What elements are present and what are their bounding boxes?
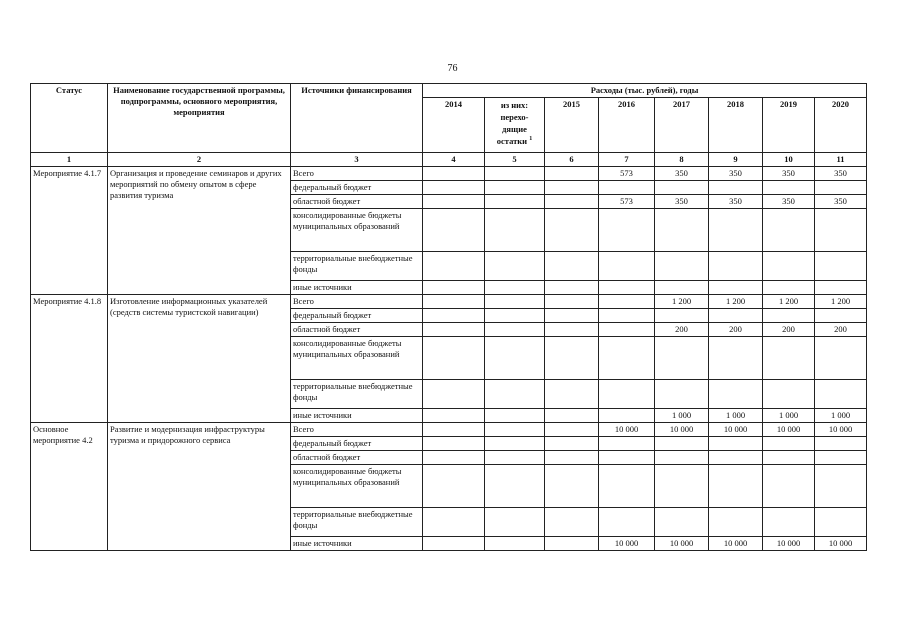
amount-2020	[815, 451, 867, 465]
funding-source: Всего	[291, 295, 423, 309]
amount-2016	[599, 437, 655, 451]
amount-2018	[709, 465, 763, 508]
row-status: Основное мероприятие 4.2	[31, 423, 108, 551]
header-year-2020: 2020	[815, 98, 867, 153]
amount-2016	[599, 465, 655, 508]
amount-_rem	[485, 537, 545, 551]
amount-2014	[423, 537, 485, 551]
header-carryover-line2: перехо-	[500, 112, 529, 122]
amount-2020	[815, 380, 867, 409]
amount-2018: 10 000	[709, 423, 763, 437]
header-carryover	[485, 98, 545, 153]
funding-source: федеральный бюджет	[291, 309, 423, 323]
table-row	[31, 167, 867, 181]
row-activity-name: Изготовление информационных указателей (средств системы туристской навигации)	[108, 295, 291, 423]
amount-2017	[655, 437, 709, 451]
amount-2016	[599, 380, 655, 409]
header-year-2017: 2017	[655, 98, 709, 153]
amount-_rem	[485, 437, 545, 451]
amount-2018: 10 000	[709, 537, 763, 551]
amount-2016	[599, 295, 655, 309]
funding-source: областной бюджет	[291, 323, 423, 337]
amount-2020	[815, 508, 867, 537]
header-year-2016: 2016	[599, 98, 655, 153]
col-number: 11	[815, 153, 867, 167]
amount-2018: 350	[709, 167, 763, 181]
amount-2018	[709, 209, 763, 252]
amount-2016: 10 000	[599, 423, 655, 437]
amount-2018: 200	[709, 323, 763, 337]
amount-2017	[655, 380, 709, 409]
amount-2017: 1 200	[655, 295, 709, 309]
amount-2019	[763, 451, 815, 465]
funding-source: консолидированные бюджеты муниципальных образований	[291, 465, 423, 508]
header-name: Наименование государственной программы, подпрограммы, основного мероприятия, мероприятия	[108, 84, 291, 153]
amount-2014	[423, 309, 485, 323]
amount-2020: 350	[815, 195, 867, 209]
amount-2020	[815, 437, 867, 451]
funding-source: федеральный бюджет	[291, 181, 423, 195]
amount-2014	[423, 380, 485, 409]
amount-2017: 1 000	[655, 409, 709, 423]
amount-2020: 200	[815, 323, 867, 337]
header-carryover-footnote: 1	[529, 136, 533, 143]
amount-2020	[815, 337, 867, 380]
header-carryover-line1: из них:	[500, 100, 529, 110]
amount-2014	[423, 508, 485, 537]
amount-2017	[655, 281, 709, 295]
amount-2015	[545, 437, 599, 451]
amount-2016	[599, 309, 655, 323]
amount-_rem	[485, 309, 545, 323]
amount-2016: 573	[599, 195, 655, 209]
amount-2014	[423, 209, 485, 252]
amount-2016: 573	[599, 167, 655, 181]
amount-2019	[763, 309, 815, 323]
amount-2017	[655, 465, 709, 508]
funding-source: областной бюджет	[291, 195, 423, 209]
amount-2015	[545, 537, 599, 551]
header-year-2014: 2014	[423, 98, 485, 153]
amount-2018	[709, 337, 763, 380]
funding-source: федеральный бюджет	[291, 437, 423, 451]
funding-source: территориальные внебюджетные фонды	[291, 252, 423, 281]
amount-2018	[709, 309, 763, 323]
amount-2017	[655, 451, 709, 465]
amount-2016	[599, 508, 655, 537]
amount-2019	[763, 380, 815, 409]
amount-2014	[423, 252, 485, 281]
amount-2019	[763, 337, 815, 380]
amount-2014	[423, 423, 485, 437]
amount-2014	[423, 281, 485, 295]
amount-2015	[545, 309, 599, 323]
header-status: Статус	[31, 84, 108, 153]
amount-2018	[709, 281, 763, 295]
amount-2016: 10 000	[599, 537, 655, 551]
amount-2017: 350	[655, 195, 709, 209]
amount-_rem	[485, 295, 545, 309]
funding-source: консолидированные бюджеты муниципальных образований	[291, 337, 423, 380]
amount-2019: 350	[763, 167, 815, 181]
header-carryover-line3: дящие	[502, 124, 527, 134]
amount-2016	[599, 209, 655, 252]
amount-2018	[709, 437, 763, 451]
amount-2017	[655, 508, 709, 537]
amount-2020: 10 000	[815, 537, 867, 551]
amount-2017: 10 000	[655, 423, 709, 437]
amount-2015	[545, 465, 599, 508]
amount-2015	[545, 181, 599, 195]
amount-_rem	[485, 508, 545, 537]
funding-source: территориальные внебюджетные фонды	[291, 508, 423, 537]
amount-2019	[763, 281, 815, 295]
amount-2015	[545, 195, 599, 209]
budget-table	[30, 83, 867, 551]
amount-2017	[655, 309, 709, 323]
funding-source: территориальные внебюджетные фонды	[291, 380, 423, 409]
amount-2016	[599, 409, 655, 423]
amount-_rem	[485, 323, 545, 337]
amount-2016	[599, 252, 655, 281]
funding-source: иные источники	[291, 409, 423, 423]
amount-_rem	[485, 380, 545, 409]
amount-2019	[763, 181, 815, 195]
col-number: 8	[655, 153, 709, 167]
amount-_rem	[485, 423, 545, 437]
amount-2017	[655, 181, 709, 195]
amount-2018: 1 200	[709, 295, 763, 309]
col-number: 10	[763, 153, 815, 167]
amount-2016	[599, 337, 655, 380]
amount-2014	[423, 437, 485, 451]
funding-source: консолидированные бюджеты муниципальных образований	[291, 209, 423, 252]
amount-2014	[423, 323, 485, 337]
amount-2016	[599, 181, 655, 195]
amount-2019	[763, 465, 815, 508]
funding-source: Всего	[291, 167, 423, 181]
header-source: Источники финансирования	[291, 84, 423, 153]
amount-2015	[545, 295, 599, 309]
amount-2019	[763, 252, 815, 281]
amount-2015	[545, 167, 599, 181]
amount-2016	[599, 451, 655, 465]
amount-_rem	[485, 465, 545, 508]
page-number: 76	[447, 63, 458, 74]
amount-2019	[763, 437, 815, 451]
amount-2020	[815, 465, 867, 508]
amount-2015	[545, 409, 599, 423]
header-year-2018: 2018	[709, 98, 763, 153]
col-number: 6	[545, 153, 599, 167]
amount-2015	[545, 323, 599, 337]
amount-2020	[815, 309, 867, 323]
amount-_rem	[485, 209, 545, 252]
table-row	[31, 295, 867, 309]
amount-2014	[423, 337, 485, 380]
header-carryover-line4: остатки	[496, 136, 528, 146]
amount-2019: 1 000	[763, 409, 815, 423]
amount-2014	[423, 465, 485, 508]
funding-source: областной бюджет	[291, 451, 423, 465]
amount-2019	[763, 508, 815, 537]
col-number: 4	[423, 153, 485, 167]
amount-2018	[709, 508, 763, 537]
amount-2015	[545, 281, 599, 295]
amount-2020: 350	[815, 167, 867, 181]
amount-2020: 1 000	[815, 409, 867, 423]
amount-2017: 200	[655, 323, 709, 337]
amount-2017	[655, 337, 709, 380]
amount-_rem	[485, 195, 545, 209]
col-number: 1	[31, 153, 108, 167]
amount-2018: 350	[709, 195, 763, 209]
amount-2019: 350	[763, 195, 815, 209]
amount-2020	[815, 181, 867, 195]
amount-2019: 10 000	[763, 423, 815, 437]
amount-_rem	[485, 409, 545, 423]
amount-2019: 1 200	[763, 295, 815, 309]
amount-_rem	[485, 252, 545, 281]
row-activity-name: Развитие и модернизация инфраструктуры туризма и придорожного сервиса	[108, 423, 291, 551]
header-expenses: Расходы (тыс. рублей), годы	[423, 84, 867, 98]
amount-2018	[709, 252, 763, 281]
funding-source: иные источники	[291, 281, 423, 295]
amount-_rem	[485, 167, 545, 181]
amount-2018	[709, 380, 763, 409]
amount-2016	[599, 281, 655, 295]
amount-_rem	[485, 337, 545, 380]
col-number: 7	[599, 153, 655, 167]
amount-2020: 10 000	[815, 423, 867, 437]
amount-2014	[423, 195, 485, 209]
funding-source: Всего	[291, 423, 423, 437]
amount-2015	[545, 380, 599, 409]
amount-2017: 10 000	[655, 537, 709, 551]
amount-2017: 350	[655, 167, 709, 181]
amount-2019: 200	[763, 323, 815, 337]
amount-2019: 10 000	[763, 537, 815, 551]
amount-2015	[545, 508, 599, 537]
amount-2014	[423, 295, 485, 309]
amount-_rem	[485, 181, 545, 195]
amount-2018	[709, 181, 763, 195]
amount-2015	[545, 423, 599, 437]
row-status: Мероприятие 4.1.8	[31, 295, 108, 423]
col-number: 3	[291, 153, 423, 167]
amount-2017	[655, 209, 709, 252]
header-year-2019: 2019	[763, 98, 815, 153]
amount-_rem	[485, 281, 545, 295]
amount-2015	[545, 209, 599, 252]
table-row	[31, 423, 867, 437]
amount-2014	[423, 167, 485, 181]
amount-2020	[815, 281, 867, 295]
amount-2014	[423, 451, 485, 465]
amount-2015	[545, 451, 599, 465]
amount-2014	[423, 181, 485, 195]
col-number: 2	[108, 153, 291, 167]
amount-2020: 1 200	[815, 295, 867, 309]
row-status: Мероприятие 4.1.7	[31, 167, 108, 295]
amount-2014	[423, 409, 485, 423]
funding-source: иные источники	[291, 537, 423, 551]
amount-2015	[545, 252, 599, 281]
amount-2018	[709, 451, 763, 465]
amount-2019	[763, 209, 815, 252]
col-number: 9	[709, 153, 763, 167]
amount-2020	[815, 209, 867, 252]
amount-_rem	[485, 451, 545, 465]
amount-2020	[815, 252, 867, 281]
row-activity-name: Организация и проведение семинаров и других мероприятий по обмену опытом в сфере развития туризма	[108, 167, 291, 295]
header-year-2015: 2015	[545, 98, 599, 153]
amount-2017	[655, 252, 709, 281]
col-number: 5	[485, 153, 545, 167]
amount-2015	[545, 337, 599, 380]
amount-2016	[599, 323, 655, 337]
amount-2018: 1 000	[709, 409, 763, 423]
